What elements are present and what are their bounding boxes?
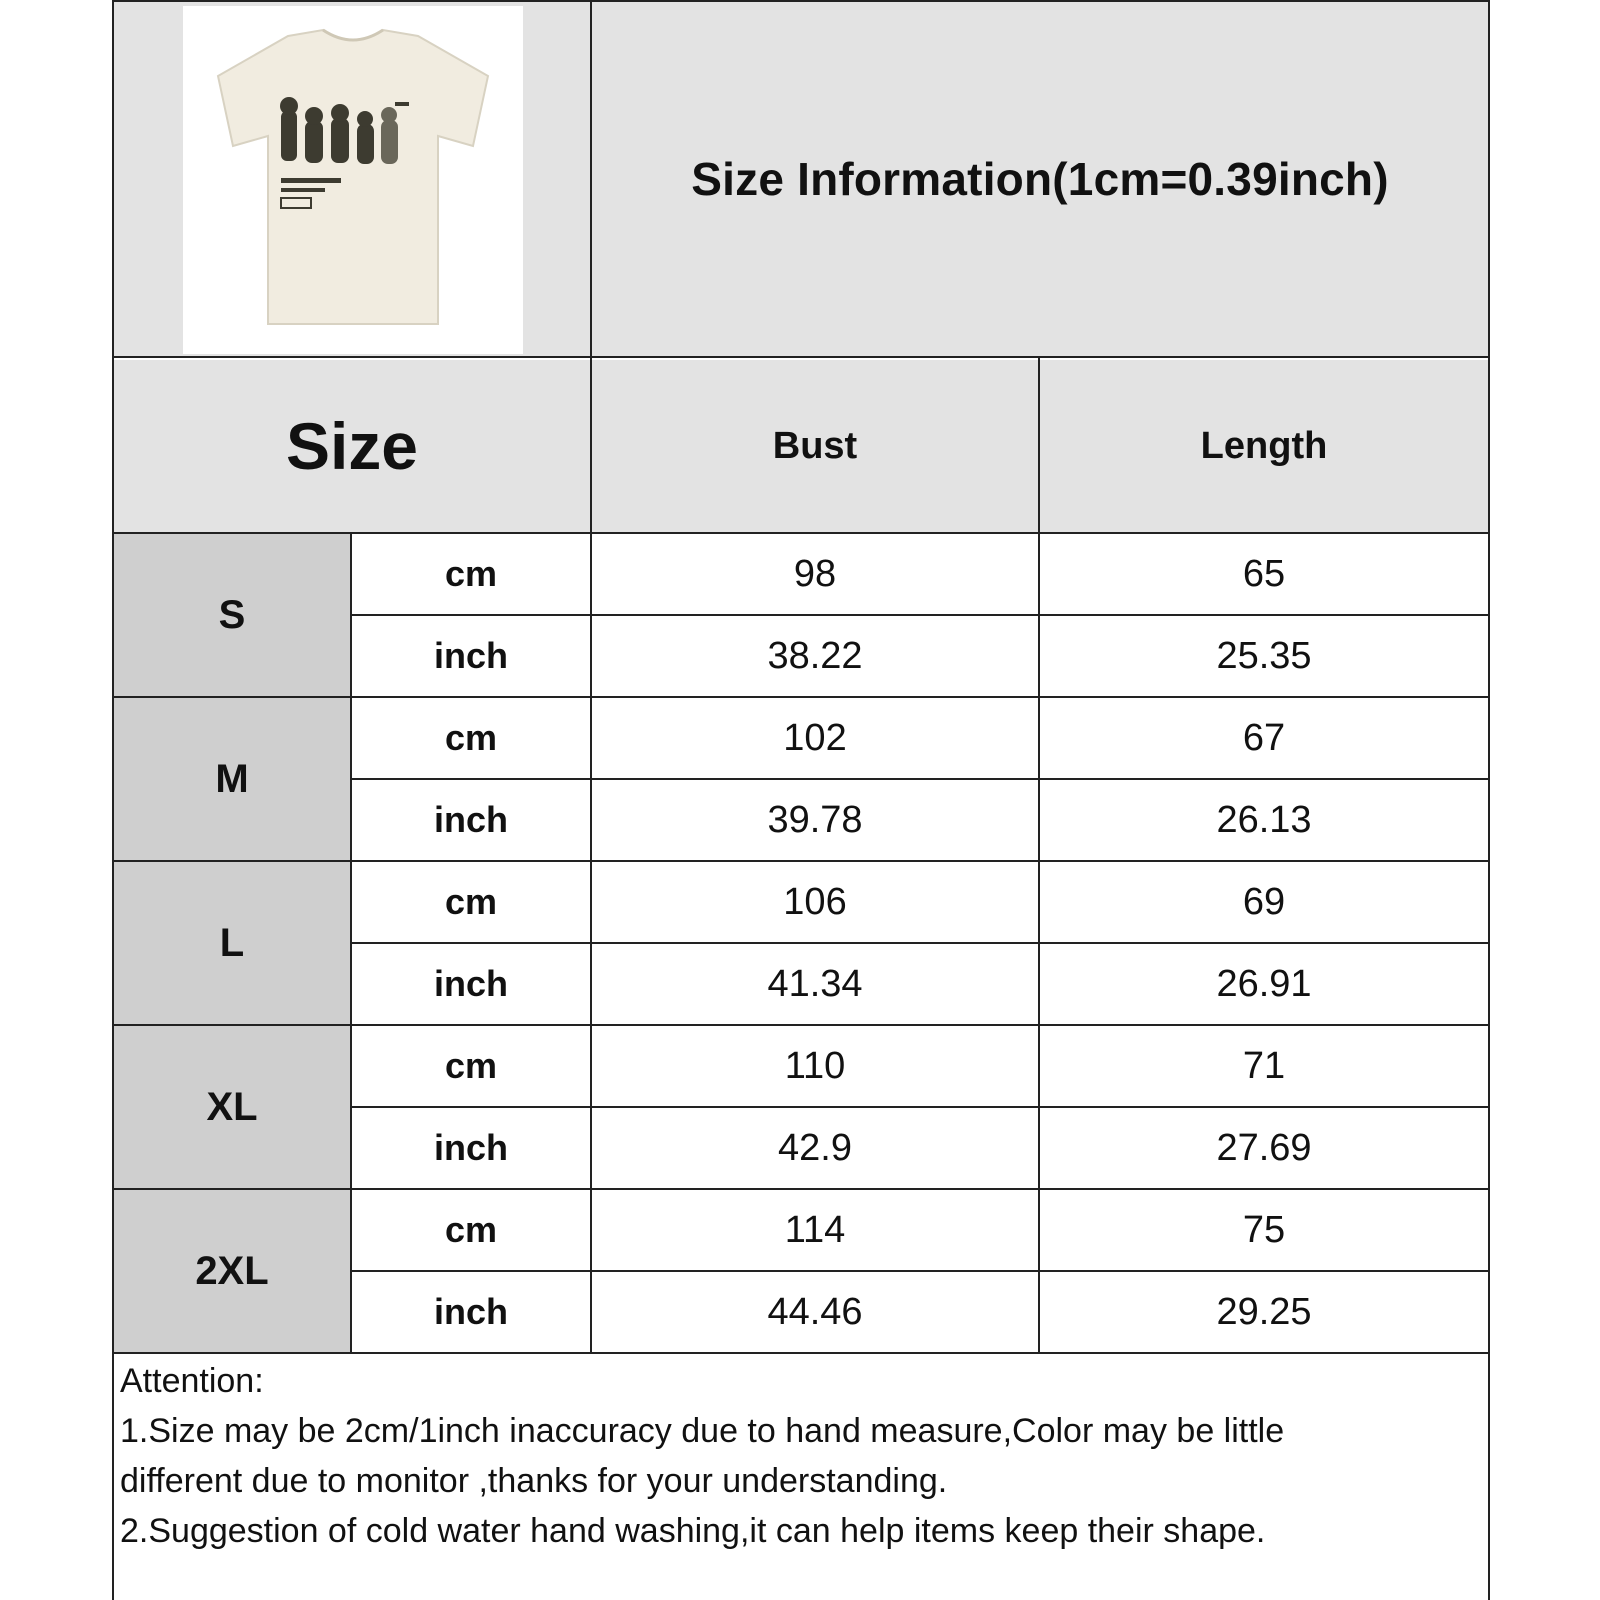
bust-value: 110 [784,1044,846,1087]
tshirt-icon [183,6,523,354]
attention-notes [120,1356,1480,1556]
bust-value: 114 [784,1208,846,1251]
size-header-cell [114,360,590,532]
bust-value-cell [592,534,1038,614]
unit-label-cell [352,1190,590,1270]
bust-value: 38.22 [767,634,863,677]
divider [350,1270,1490,1272]
note-line: 1.Size may be 2cm/1inch inaccuracy due to hand measure,Color may be little [120,1412,1285,1450]
size-header: Size [285,409,419,483]
length-value-cell [1040,944,1488,1024]
bust-value: 41.34 [767,962,863,1005]
size-label-cell [114,862,350,1024]
length-value: 65 [1242,552,1286,595]
unit-label-cell [352,616,590,696]
length-value: 29.25 [1216,1290,1312,1333]
length-value: 25.35 [1216,634,1312,677]
size-label: S [218,592,246,637]
unit-label: inch [433,963,508,1004]
divider [350,614,1490,616]
length-value: 26.91 [1216,962,1312,1005]
unit-label-cell [352,944,590,1024]
unit-label-cell [352,862,590,942]
bust-value: 102 [783,716,847,759]
bust-value-cell [592,944,1038,1024]
divider [350,1106,1490,1108]
divider [1038,358,1040,1354]
bust-value-cell [592,616,1038,696]
length-value: 26.13 [1216,798,1312,841]
bust-header: Bust [772,424,858,467]
product-image [183,6,523,354]
length-value: 71 [1242,1044,1286,1087]
length-value-cell [1040,1108,1488,1188]
divider [112,356,1490,358]
divider [112,1352,1490,1354]
length-header-cell [1040,360,1488,532]
bust-value: 39.78 [767,798,863,841]
notes-heading: Attention: [120,1362,264,1400]
size-label-cell [114,698,350,860]
unit-label-cell [352,1272,590,1352]
divider [112,1188,1490,1190]
size-label-cell [114,534,350,696]
unit-label-cell [352,698,590,778]
bust-value-cell [592,780,1038,860]
unit-label: cm [444,881,498,922]
length-value-cell [1040,1272,1488,1352]
length-value-cell [1040,862,1488,942]
note-line: different due to monitor ,thanks for your understanding. [120,1462,948,1500]
length-value-cell [1040,780,1488,860]
bust-value-cell [592,698,1038,778]
divider [350,778,1490,780]
length-value-cell [1040,616,1488,696]
unit-label-cell [352,1026,590,1106]
length-value-cell [1040,1026,1488,1106]
size-label-cell [114,1026,350,1188]
unit-label-cell [352,534,590,614]
unit-label: inch [433,799,508,840]
unit-label: inch [433,1127,508,1168]
divider [590,0,592,1354]
size-label: M [215,756,249,801]
length-value: 67 [1242,716,1286,759]
divider [112,1024,1490,1026]
divider [112,0,1490,2]
bust-value: 42.9 [778,1126,852,1169]
bust-value: 44.46 [767,1290,863,1333]
unit-label: cm [444,717,498,758]
tshirt-body [218,30,488,324]
length-value: 75 [1242,1208,1286,1251]
bust-value-cell [592,1026,1038,1106]
divider [112,532,1490,534]
unit-label: inch [433,1291,508,1332]
unit-label: cm [444,1045,498,1086]
bust-value-cell [592,1190,1038,1270]
length-value-cell [1040,1190,1488,1270]
unit-label-cell [352,780,590,860]
page-title: Size Information(1cm=0.39inch) [691,153,1389,205]
divider [112,696,1490,698]
note-line: 2.Suggestion of cold water hand washing,it can help items keep their shape. [120,1512,1266,1550]
length-value-cell [1040,698,1488,778]
bust-value-cell [592,1272,1038,1352]
length-header: Length [1200,424,1328,467]
bust-value: 106 [783,880,847,923]
divider [112,860,1490,862]
bust-value-cell [592,862,1038,942]
unit-label-cell [352,1108,590,1188]
unit-label: cm [444,1209,498,1250]
size-label: XL [206,1084,258,1129]
unit-label: inch [433,635,508,676]
bust-value: 98 [793,552,837,595]
length-value: 27.69 [1216,1126,1312,1169]
size-label: L [219,920,245,965]
bust-header-cell [592,360,1038,532]
length-value-cell [1040,534,1488,614]
divider [350,942,1490,944]
length-value: 69 [1242,880,1286,923]
size-label-cell [114,1190,350,1352]
unit-label: cm [444,553,498,594]
bust-value-cell [592,1108,1038,1188]
header-title-cell [592,2,1488,356]
size-label: 2XL [195,1248,269,1293]
